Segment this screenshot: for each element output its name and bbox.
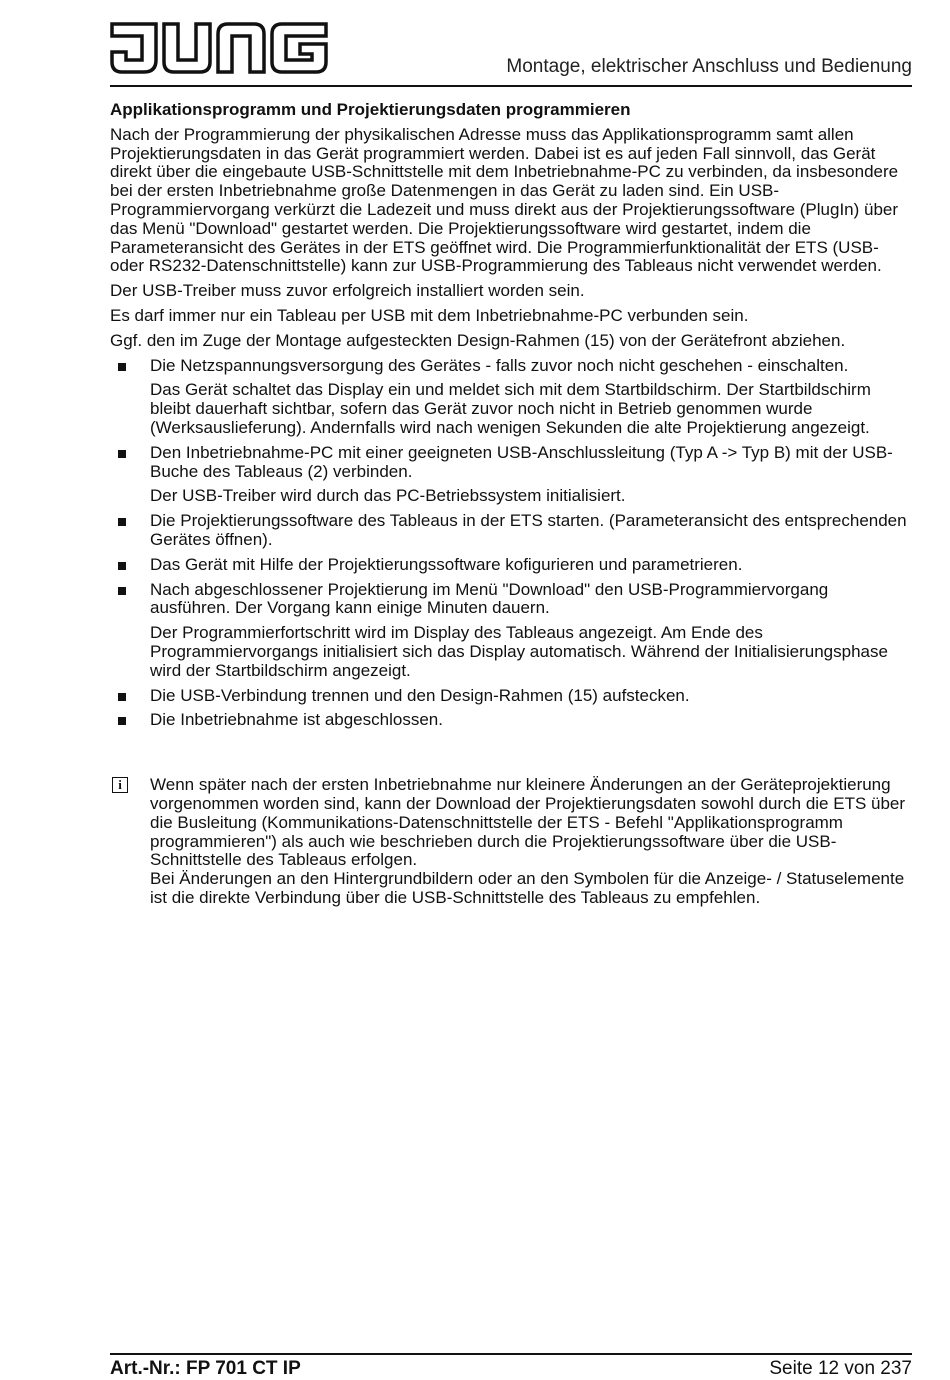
bullet-square-icon (118, 693, 126, 701)
step-result: Der USB-Treiber wird durch das PC-Betriebssystem initialisiert. (150, 486, 626, 506)
paragraph-single-tableau: Es darf immer nur ein Tableau per USB mit dem Inbetriebnahme-PC verbunden sein. (110, 305, 749, 325)
step-item (110, 444, 910, 482)
section-title: Applikationsprogramm und Projektierungsdaten programmieren (110, 100, 631, 119)
header-title: Montage, elektrischer Anschluss und Bedienung (506, 56, 912, 77)
step-text: Die Netzspannungsversorgung des Gerätes - falls zuvor noch nicht geschehen - einschalten. (150, 355, 849, 375)
step-item (110, 581, 910, 619)
header-divider (110, 85, 912, 87)
bullet-square-icon (118, 587, 126, 595)
info-paragraph: Wenn später nach der ersten Inbetriebnahme nur kleinere Änderungen an der Geräteprojektierung vorgenommen worden sind, kann der Download der Projektierungsdaten sowohl durch die ETS über die Busleitung (Kommunikations-Datenschnittstelle der ETS - Befehl "Applikationsprogramm programmieren") als auch wie beschrieben durch die Projektierungssoftware über die USB-Schnittstelle des Tableaus erfolgen. (150, 775, 906, 870)
jung-logo (110, 22, 330, 74)
step-item (110, 556, 910, 575)
info-paragraph: Bei Änderungen an den Hintergrundbildern oder an den Symbolen für die Anzeige- / Statuselemente ist die direkte Verbindung über die USB-Schnittstelle des Tableaus zu empfehlen. (150, 869, 905, 907)
intro-paragraph: Nach der Programmierung der physikalischen Adresse muss das Applikationsprogramm samt allen Projektierungsdaten in das Gerät programmiert werden. Dabei ist es auf jeden Fall sinnvoll, das Gerät direkt über die eingebaute USB-Schnittstelle mit dem Inbetriebnahme-PC zu verbinden, da insbesondere bei der ersten Inbetriebnahme große Datenmengen in das Gerät zu laden sind. Ein USB-Programmiervorgang verkürzt die Ladezeit und muss direkt aus der Projektierungssoftware (PlugIn) über das Menü "Download" gestartet werden. Die Projektierungssoftware wird gestartet, indem die Parameteransicht des Gerätes in der ETS geöffnet wird. Die Programmierfunktionalität der ETS (USB- oder RS232-Datenschnittstelle) kann zur USB-Programmierung des Tableaus nicht verwendet werden. (110, 124, 899, 276)
step-item (110, 357, 910, 376)
info-icon: i (112, 777, 128, 793)
step-text: Die Inbetriebnahme ist abgeschlossen. (150, 710, 443, 730)
step-item (110, 512, 910, 550)
step-text: Das Gerät mit Hilfe der Projektierungssoftware kofigurieren und parametrieren. (150, 554, 743, 574)
step-text: Den Inbetriebnahme-PC mit einer geeigneten USB-Anschlussleitung (Typ A -> Typ B) mit der USB-Buche des Tableaus (2) verbinden. (150, 442, 893, 481)
paragraph-design-frame: Ggf. den im Zuge der Montage aufgesteckten Design-Rahmen (15) von der Gerätefront abziehen. (110, 330, 846, 350)
step-text: Die Projektierungssoftware des Tableaus in der ETS starten. (Parameteransicht des entsprechenden Gerätes öffnen). (150, 511, 907, 549)
footer-divider (110, 1353, 912, 1355)
bullet-square-icon (118, 518, 126, 526)
page-number: Seite 12 von 237 (769, 1358, 912, 1379)
info-note (110, 776, 910, 908)
step-text: Die USB-Verbindung trennen und den Design-Rahmen (15) aufstecken. (150, 685, 690, 705)
main-content (110, 101, 910, 908)
bullet-square-icon (118, 450, 126, 458)
step-result: Das Gerät schaltet das Display ein und meldet sich mit dem Startbildschirm. Der Startbildschirm bleibt dauerhaft sichtbar, sofern das Gerät zuvor noch nicht in Betrieb genommen wurde (Werksauslieferung). Andernfalls wird nach wenigen Sekunden die alte Projektierung angezeigt. (150, 380, 871, 437)
bullet-square-icon (118, 562, 126, 570)
paragraph-usb-driver: Der USB-Treiber muss zuvor erfolgreich installiert worden sein. (110, 281, 585, 301)
step-text: Nach abgeschlossener Projektierung im Menü "Download" den USB-Programmiervorgang ausführen. Der Vorgang kann einige Minuten dauern. (150, 579, 829, 618)
step-item (110, 687, 910, 706)
step-result: Der Programmierfortschritt wird im Display des Tableaus angezeigt. Am Ende des Programmiervorgangs initialisiert sich das Display automatisch. Während der Initialisierungsphase wird der Startbildschirm angezeigt. (150, 623, 888, 680)
step-item (110, 711, 910, 730)
bullet-square-icon (118, 363, 126, 371)
bullet-square-icon (118, 717, 126, 725)
article-number: Art.-Nr.: FP 701 CT IP (110, 1358, 301, 1379)
